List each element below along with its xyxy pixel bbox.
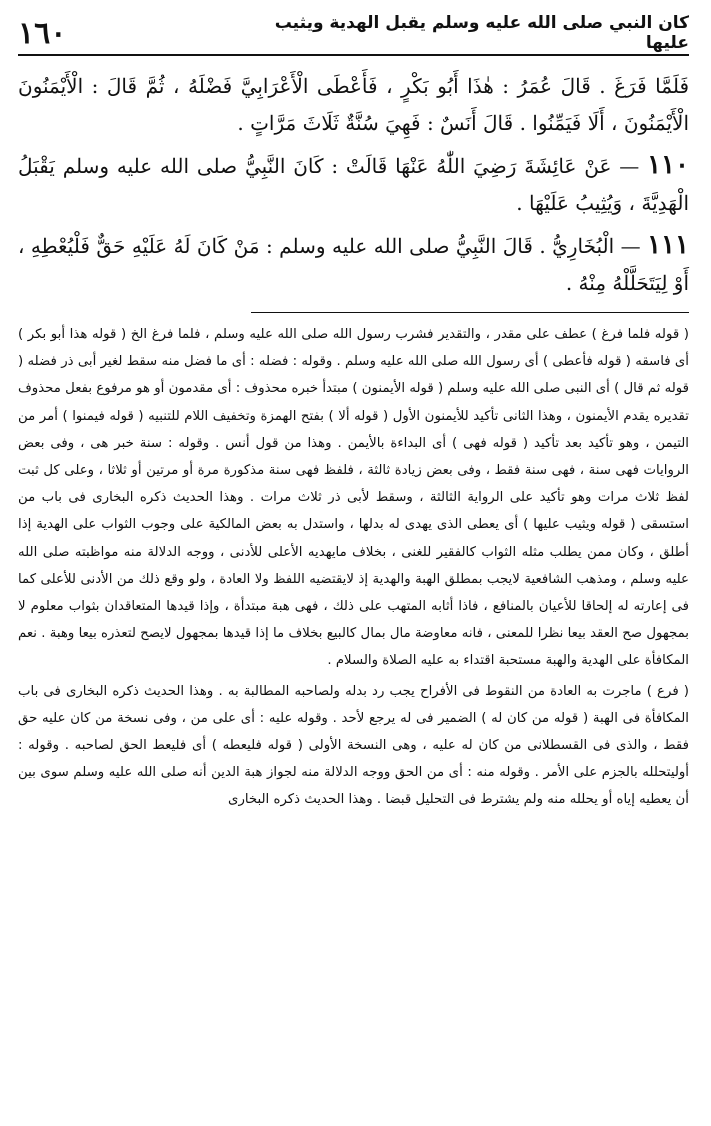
- hadith-text: — الْبُخَارِيُّ . قَالَ النَّبِيُّ صلى الله عليه وسلم : مَنْ كَانَ لَهُ عَلَيْهِ حَقٌّ فَلْيُعْطِهِ ، أَوْ لِيَتَحَلَّلْهُ مِنْهُ .: [18, 234, 689, 295]
- hadith-number: ١١٠: [647, 150, 689, 180]
- main-text-continuation: فَلَمَّا فَرَغَ . قَالَ عُمَرُ : هٰذَا أَبُو بَكْرٍ ، فَأَعْطَى الْأَعْرَابِيَّ فَضْلَهُ ، ثُمَّ قَالَ : الْأَيْمَنُونَ الْأَيْمَنُونَ ، أَلَا فَيَمِّنُوا . قَالَ أَنَسٌ : فَهِيَ سُنَّةٌ ثَلَاثَ مَرَّاتٍ .: [18, 74, 689, 135]
- hadith-110: [18, 147, 689, 222]
- separator-line: [251, 312, 689, 313]
- running-title: كان النبي صلى الله عليه وسلم يقبل الهدية ويثيب عليها: [274, 13, 689, 53]
- main-text: [18, 68, 689, 302]
- commentary-paragraph: ( قوله فلما فرغ ) عطف على مقدر ، والتقدير فشرب رسول الله صلى الله عليه وسلم ، فلما فرغ الخ ( قوله هذا أبو بكر ) أى فاسقه ( قوله فأعطى ) أى رسول الله صلى الله عليه وسلم . وقوله : فضله : أى ما فضل منه سقط لغير أبى ذر فضله ( قوله ثم قال ) أى النبى صلى الله عليه وسلم ( قوله الأيمنون ) مبتدأ خبره محذوف : أى مقدمون أو هو مرفوع بفعل محذوف تقديره يقدم الأيمنون ، وهذا الثانى تأكيد للأيمنون الأول ( قوله ألا ) بفتح الهمزة وتخفيف اللام للتنبيه ( قوله فيمنوا ) أمر من التيمن ، وهو تأكيد بعد تأكيد ( قوله فهى ) أى البداءة بالأيمن . وهذا من قول أنس . وقوله : سنة خبر هى ، وفى بعض الروايات فهى سنة ، فهى سنة فقط ، وفى بعض زيادة ثالثة ، فلفظ فهى سنة مذكورة مرة أو مرتين أو ثلاثا ، وعلى كل ثبت لفظ ثلاث مرات وهو تأكيد على الرواية الثالثة ، وسقط لأبى ذر ثلاث مرات . وهذا الحديث ذكره البخارى فى باب من استسقى ( قوله ويثيب عليها ) أى يعطى الذى يهدى له بدلها ، واستدل به بعض المالكية على وجوب الثواب على الهدية إذا أطلق ، وكان ممن يطلب مثله الثواب كالفقير للغنى ، بخلاف مايهديه الأعلى للأدنى ، ووجه الدلالة منه مواظبته صلى الله عليه وسلم ، ومذهب الشافعية لايجب بمطلق الهبة والهدية إذ لايقتضيه اللفظ ولا العادة ، ولو وقع ذلك من الأدنى للأعلى كما فى إعارته له إلحاقا للأعيان بالمنافع ، فاذا أثابه المتهب على ذلك ، فهى هبة مبتدأة ، وإذا قيدها المتعاقدان بثواب معلوم لا بمجهول صح العقد بيعا نظرا للمعنى ، فانه معاوضة مال بمال كالبيع بخلاف ما إذا قيدها بمجهول لايصح لتعذره بيعا وهبة . نعم المكافأة على الهدية والهبة مستحبة اقتداء به عليه الصلاة والسلام .: [18, 327, 689, 669]
- page-number: ١٦٠: [18, 15, 67, 51]
- hadith-text: — عَنْ عَائِشَةَ رَضِيَ اللّٰهُ عَنْهَا قَالَتْ : كَانَ النَّبِيُّ صلى الله عليه وسلم يَقْبَلُ الْهَدِيَّةَ ، وَيُثِيبُ عَلَيْهَا .: [18, 154, 689, 215]
- hadith-number: ١١١: [647, 230, 689, 260]
- page-header: [18, 12, 689, 56]
- hadith-111: [18, 227, 689, 302]
- commentary-paragraph: ( فرع ) ماجرت به العادة من النقوط فى الأفراح يجب رد بدله ولصاحبه المطالبة به . وهذا الحديث ذكره البخارى فى باب المكافأة فى الهبة ( قوله من كان له ) الضمير فى له يرجع لأحد . وقوله عليه : أى على من ، وفى نسخة من كان عليه حق فقط ، والذى فى القسطلانى من كان له عليه ، وهى النسخة الأولى ( قوله فليعطه ) أى فليعط الحق لصاحبه . وقوله : أوليتحلله بالجزم على الأمر . وقوله منه : أى من الحق ووجه الدلالة منه لجواز هبة الدين أنه صلى الله عليه وسلم سوى بين أن يعطيه إياه أو يحلله منه ولم يشترط فى التحليل قبضا . وهذا الحديث ذكره البخارى: [18, 683, 689, 808]
- commentary: [18, 321, 689, 814]
